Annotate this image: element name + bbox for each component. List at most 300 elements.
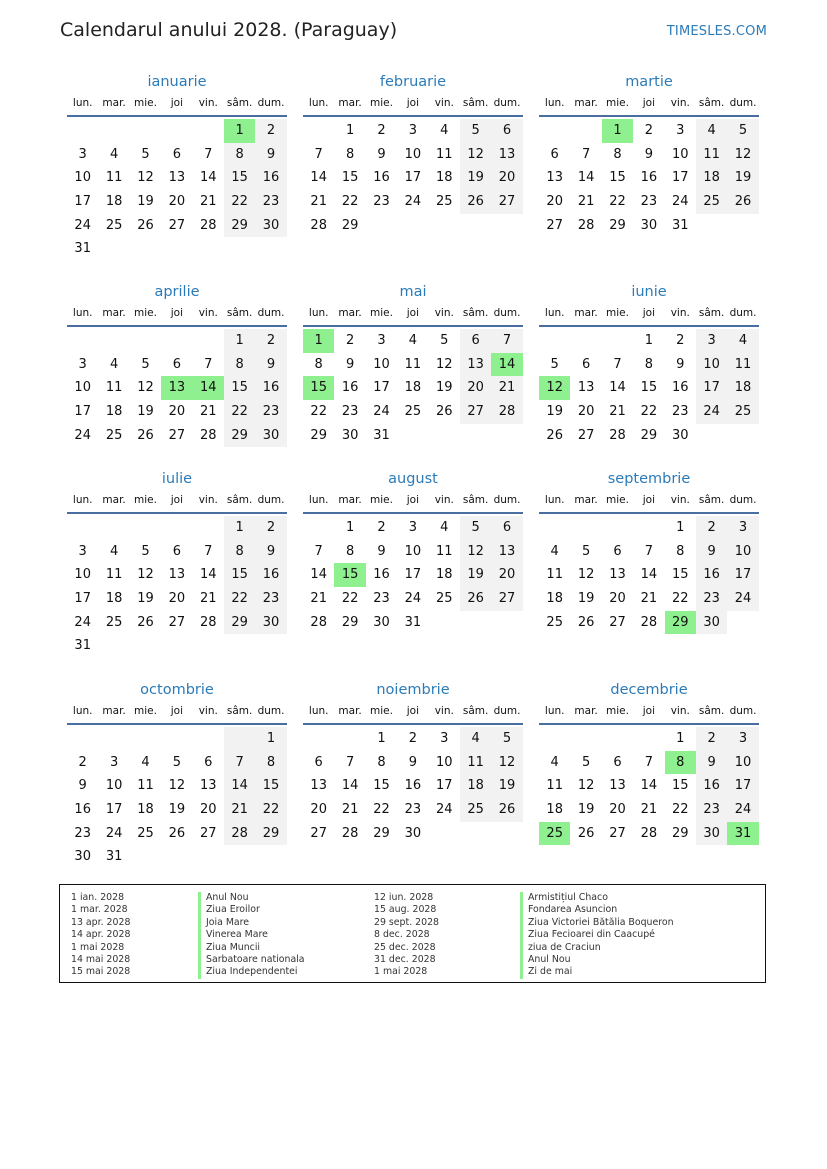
day-cell: 20 [460, 376, 491, 400]
day-cell: 10 [404, 543, 422, 559]
day-cell: 11 [435, 146, 453, 162]
weekday-label: joi [170, 705, 183, 717]
weekday-label: sâm. [226, 705, 253, 717]
day-cell: 14 [577, 170, 595, 186]
week-row [539, 400, 759, 424]
day-cell: 7 [613, 356, 622, 372]
holiday-name: Anul Nou [520, 954, 674, 966]
day-cell: 18 [105, 591, 123, 607]
week-row [67, 798, 287, 822]
empty-cell [491, 611, 522, 635]
day-cell: 2 [644, 123, 653, 138]
week-row [303, 214, 523, 238]
weekday-label: mie. [134, 705, 157, 717]
day-cell: 17 [696, 376, 727, 400]
weekday-label: sâm. [462, 307, 489, 319]
month-februarie [303, 72, 523, 237]
day-cell: 3 [377, 333, 386, 348]
holiday-day-cell: 1 [303, 329, 334, 353]
day-cell: 6 [491, 119, 522, 143]
holiday-date: 13 apr. 2028 [71, 916, 131, 928]
day-cell: 12 [435, 356, 453, 372]
day-cell: 24 [696, 400, 727, 424]
week-row [303, 166, 523, 190]
weekday-label: sâm. [226, 97, 253, 109]
day-cell: 24 [727, 587, 758, 611]
day-cell: 14 [341, 778, 359, 794]
day-cell: 26 [168, 825, 186, 841]
day-cell: 8 [676, 543, 685, 559]
day-cell: 6 [550, 146, 559, 162]
day-cell: 8 [314, 356, 323, 372]
weekday-label: joi [406, 97, 419, 109]
day-cell: 26 [460, 190, 491, 214]
day-cell: 5 [581, 543, 591, 559]
week-row [67, 424, 287, 448]
empty-cell [193, 237, 224, 261]
day-cell: 29 [373, 825, 390, 841]
day-cell: 21 [640, 591, 658, 607]
day-cell: 23 [404, 802, 422, 818]
week-row [539, 822, 759, 846]
week-row [303, 190, 523, 214]
week-row [67, 751, 287, 775]
week-row [67, 845, 287, 869]
empty-cell [224, 845, 255, 869]
day-cell: 29 [609, 217, 626, 233]
day-cell: 30 [74, 849, 91, 865]
day-cell: 13 [199, 778, 217, 794]
day-cell: 28 [310, 217, 327, 233]
weekday-header [67, 304, 287, 327]
day-cell: 26 [577, 614, 595, 630]
day-cell: 19 [460, 563, 491, 587]
week-row [539, 774, 759, 798]
weekday-label: mar. [102, 705, 126, 717]
day-cell: 22 [373, 802, 390, 818]
empty-cell [303, 119, 334, 143]
day-cell: 18 [435, 170, 453, 186]
day-cell: 7 [204, 356, 213, 372]
day-cell: 26 [577, 825, 595, 841]
holiday-date: 14 mai 2028 [71, 954, 131, 966]
day-cell: 21 [609, 404, 626, 420]
weekday-label: mar. [338, 494, 362, 506]
week-row [67, 353, 287, 377]
day-cell: 29 [310, 427, 327, 443]
holiday-name: Anul Nou [198, 892, 305, 904]
day-cell: 24 [404, 591, 422, 607]
week-row [539, 611, 759, 635]
empty-cell [224, 634, 255, 658]
holiday-day-cell: 31 [727, 822, 758, 846]
day-cell: 3 [440, 731, 449, 746]
weekday-label: lun. [72, 307, 93, 319]
holiday-name: Ziua Muncii [198, 942, 305, 954]
empty-cell [602, 516, 633, 540]
day-cell: 8 [345, 146, 355, 162]
day-cell: 6 [314, 754, 323, 770]
week-row [303, 329, 523, 353]
day-cell: 30 [671, 427, 689, 443]
day-cell: 2 [377, 520, 386, 535]
weekday-label: vin. [434, 705, 454, 717]
week-row [67, 166, 287, 190]
empty-cell [255, 845, 286, 869]
day-cell: 22 [224, 400, 255, 424]
day-cell: 24 [727, 798, 758, 822]
holiday-day-cell: 1 [224, 119, 255, 143]
day-cell: 6 [172, 356, 181, 372]
day-cell: 3 [408, 123, 417, 138]
holiday-date: 1 mar. 2028 [71, 904, 128, 916]
week-row [303, 516, 523, 540]
weekday-label: mie. [134, 494, 157, 506]
empty-cell [491, 214, 522, 238]
weekday-label: mie. [370, 97, 393, 109]
day-cell: 12 [460, 143, 491, 167]
week-row [67, 214, 287, 238]
day-cell: 20 [491, 563, 522, 587]
day-cell: 4 [109, 146, 119, 162]
day-cell: 10 [435, 754, 453, 770]
month-title: aprilie [154, 284, 200, 300]
day-cell: 11 [435, 543, 453, 559]
day-cell: 26 [137, 427, 154, 443]
day-cell: 19 [460, 166, 491, 190]
day-cell: 2 [255, 119, 286, 143]
empty-cell [161, 237, 192, 261]
day-cell: 19 [577, 802, 595, 818]
day-cell: 28 [341, 825, 359, 841]
empty-cell [491, 822, 522, 846]
week-row [67, 563, 287, 587]
weekday-header [303, 702, 523, 725]
day-cell: 9 [644, 146, 653, 162]
day-cell: 16 [373, 170, 390, 186]
holiday-name: Fondarea Asuncion [520, 904, 674, 916]
holiday-date: 29 sept. 2028 [374, 916, 440, 928]
day-cell: 28 [199, 427, 217, 443]
holiday-date: 25 dec. 2028 [374, 941, 436, 953]
day-cell: 14 [640, 778, 658, 794]
day-cell: 24 [373, 404, 390, 420]
day-cell: 28 [310, 614, 327, 630]
weekday-label: lun. [308, 307, 329, 319]
day-cell: 11 [137, 778, 154, 794]
day-cell: 9 [345, 356, 355, 372]
weekday-label: dum. [493, 97, 521, 109]
month-noiembrie [303, 680, 523, 845]
month-title: martie [625, 74, 673, 90]
day-cell: 9 [696, 751, 727, 775]
weekday-label: dum. [257, 494, 285, 506]
week-row [67, 540, 287, 564]
week-row [67, 237, 287, 261]
weekday-label: mar. [102, 97, 126, 109]
empty-cell [696, 214, 727, 238]
week-row [539, 376, 759, 400]
week-row [67, 727, 287, 751]
holiday-day-cell: 13 [161, 376, 192, 400]
day-cell: 18 [460, 774, 491, 798]
day-cell: 10 [404, 146, 422, 162]
day-cell: 19 [727, 166, 758, 190]
holiday-dates-left [71, 892, 130, 979]
empty-cell [460, 214, 491, 238]
weekday-label: lun. [72, 494, 93, 506]
weekday-label: mar. [574, 307, 598, 319]
weekday-label: lun. [308, 494, 329, 506]
day-cell: 14 [609, 380, 626, 396]
day-cell: 25 [696, 190, 727, 214]
day-cell: 30 [373, 614, 390, 630]
empty-cell [67, 119, 98, 143]
weekday-label: vin. [434, 97, 454, 109]
day-cell: 5 [141, 356, 150, 372]
weekday-header [539, 491, 759, 514]
day-cell: 3 [676, 123, 685, 138]
day-cell: 14 [310, 567, 327, 583]
day-cell: 25 [546, 614, 563, 630]
month-octombrie [67, 680, 287, 869]
day-cell: 27 [609, 614, 626, 630]
weekday-label: dum. [257, 97, 285, 109]
page-title: Calendarul anului 2028. (Paraguay) [60, 19, 398, 41]
day-cell: 8 [345, 543, 355, 559]
day-cell: 20 [546, 194, 563, 210]
day-cell: 6 [172, 146, 181, 162]
empty-cell [130, 727, 161, 751]
day-cell: 18 [546, 802, 563, 818]
day-cell: 1 [377, 731, 386, 746]
weekday-label: dum. [729, 705, 757, 717]
month-decembrie [539, 680, 759, 845]
day-cell: 29 [640, 427, 658, 443]
day-cell: 16 [373, 567, 390, 583]
week-row [539, 119, 759, 143]
day-cell: 13 [460, 353, 491, 377]
day-cell: 17 [74, 591, 91, 607]
day-cell: 17 [74, 194, 91, 210]
day-cell: 16 [640, 170, 658, 186]
day-cell: 4 [696, 119, 727, 143]
month-title: ianuarie [147, 74, 207, 90]
weekday-label: sâm. [462, 705, 489, 717]
day-cell: 3 [78, 146, 87, 162]
holiday-name: ziua de Craciun [520, 942, 674, 954]
day-cell: 7 [204, 543, 213, 559]
holiday-date: 12 iun. 2028 [374, 892, 434, 903]
day-cell: 3 [727, 516, 758, 540]
weekday-label: vin. [198, 494, 218, 506]
week-row [303, 424, 523, 448]
day-cell: 13 [609, 567, 626, 583]
weekday-label: joi [642, 705, 655, 717]
day-cell: 21 [341, 802, 359, 818]
day-cell: 27 [199, 825, 217, 841]
empty-cell [67, 516, 98, 540]
day-cell: 16 [255, 376, 286, 400]
day-cell: 14 [640, 567, 658, 583]
holiday-name: Sarbatoare nationala [198, 954, 305, 966]
empty-cell [161, 845, 192, 869]
day-cell: 17 [74, 404, 91, 420]
day-cell: 21 [199, 404, 217, 420]
day-cell: 9 [255, 143, 286, 167]
weekday-label: sâm. [698, 494, 725, 506]
day-cell: 27 [460, 400, 491, 424]
day-cell: 21 [491, 376, 522, 400]
empty-cell [98, 634, 129, 658]
day-cell: 7 [491, 329, 522, 353]
weekday-header [67, 94, 287, 117]
day-cell: 26 [137, 217, 154, 233]
month-iulie [67, 469, 287, 658]
day-cell: 1 [644, 333, 653, 348]
empty-cell [130, 845, 161, 869]
weekday-label: mar. [102, 307, 126, 319]
month-title: februarie [379, 74, 447, 90]
day-cell: 8 [613, 146, 622, 162]
day-cell: 8 [224, 143, 255, 167]
day-cell: 25 [137, 825, 154, 841]
day-cell: 30 [341, 427, 359, 443]
weekday-label: joi [406, 307, 419, 319]
holiday-day-cell: 14 [491, 353, 522, 377]
empty-cell [460, 611, 491, 635]
empty-cell [193, 634, 224, 658]
day-cell: 11 [460, 751, 491, 775]
day-cell: 1 [676, 731, 685, 746]
day-cell: 23 [640, 194, 658, 210]
weekday-label: lun. [544, 705, 565, 717]
empty-cell [366, 214, 397, 238]
month-ianuarie [67, 72, 287, 261]
day-cell: 5 [460, 516, 491, 540]
holiday-day-cell: 15 [303, 376, 334, 400]
day-cell: 22 [671, 591, 689, 607]
week-row [303, 353, 523, 377]
holiday-day-cell: 29 [665, 611, 696, 635]
empty-cell [193, 119, 224, 143]
weekday-label: lun. [544, 97, 565, 109]
day-cell: 15 [671, 567, 689, 583]
brand-link[interactable]: TIMESLES.COM [666, 24, 767, 39]
day-cell: 15 [609, 170, 626, 186]
day-cell: 18 [727, 376, 758, 400]
day-cell: 27 [168, 217, 186, 233]
day-cell: 24 [74, 427, 91, 443]
day-cell: 23 [696, 587, 727, 611]
day-cell: 3 [109, 754, 119, 770]
month-title: august [388, 471, 438, 487]
weekday-label: lun. [308, 705, 329, 717]
month-mai [303, 282, 523, 447]
week-row [303, 611, 523, 635]
day-cell: 6 [204, 754, 213, 770]
week-row [539, 329, 759, 353]
day-cell: 22 [341, 591, 359, 607]
day-cell: 21 [310, 194, 327, 210]
empty-cell [303, 516, 334, 540]
weekday-label: mie. [606, 97, 629, 109]
holiday-date: 14 apr. 2028 [71, 929, 131, 941]
day-cell: 20 [168, 404, 186, 420]
day-cell: 21 [199, 194, 217, 210]
weekday-label: dum. [493, 307, 521, 319]
empty-cell [161, 727, 192, 751]
month-title: iunie [631, 284, 667, 300]
day-cell: 29 [224, 214, 255, 238]
day-cell: 28 [609, 427, 626, 443]
weekday-label: vin. [198, 97, 218, 109]
day-cell: 16 [696, 563, 727, 587]
day-cell: 20 [168, 194, 186, 210]
empty-cell [429, 424, 460, 448]
day-cell: 9 [377, 543, 386, 559]
day-cell: 16 [341, 380, 359, 396]
weekday-label: joi [642, 97, 655, 109]
day-cell: 6 [613, 543, 622, 559]
month-title: mai [399, 284, 427, 300]
week-row [67, 634, 287, 658]
day-cell: 17 [373, 380, 390, 396]
day-cell: 28 [577, 217, 595, 233]
weekday-header [539, 702, 759, 725]
day-cell: 19 [577, 591, 595, 607]
day-cell: 10 [74, 380, 91, 396]
week-row [303, 774, 523, 798]
empty-cell [429, 611, 460, 635]
day-cell: 12 [577, 567, 595, 583]
holiday-name: Ziua Independentei [198, 966, 305, 978]
day-cell: 19 [435, 380, 453, 396]
month-title: octombrie [140, 682, 214, 698]
weekday-label: dum. [729, 307, 757, 319]
weekday-label: joi [170, 307, 183, 319]
day-cell: 13 [546, 170, 563, 186]
week-row [539, 587, 759, 611]
empty-cell [491, 424, 522, 448]
weekday-header [539, 304, 759, 327]
day-cell: 19 [491, 774, 522, 798]
weekday-label: mar. [338, 705, 362, 717]
day-cell: 26 [727, 190, 758, 214]
day-cell: 10 [727, 751, 758, 775]
empty-cell [130, 634, 161, 658]
holiday-list [59, 884, 766, 983]
day-cell: 29 [671, 825, 689, 841]
weekday-label: lun. [308, 97, 329, 109]
day-cell: 30 [255, 214, 286, 238]
day-cell: 14 [310, 170, 327, 186]
holiday-day-cell: 12 [539, 376, 570, 400]
day-cell: 5 [727, 119, 758, 143]
day-cell: 18 [105, 194, 123, 210]
day-cell: 1 [345, 520, 355, 535]
weekday-label: vin. [434, 307, 454, 319]
day-cell: 10 [696, 353, 727, 377]
empty-cell [602, 727, 633, 751]
day-cell: 4 [109, 543, 119, 559]
day-cell: 25 [404, 404, 422, 420]
empty-cell [98, 516, 129, 540]
day-cell: 25 [727, 400, 758, 424]
day-cell: 11 [404, 356, 422, 372]
day-cell: 27 [491, 587, 522, 611]
empty-cell [224, 727, 255, 751]
